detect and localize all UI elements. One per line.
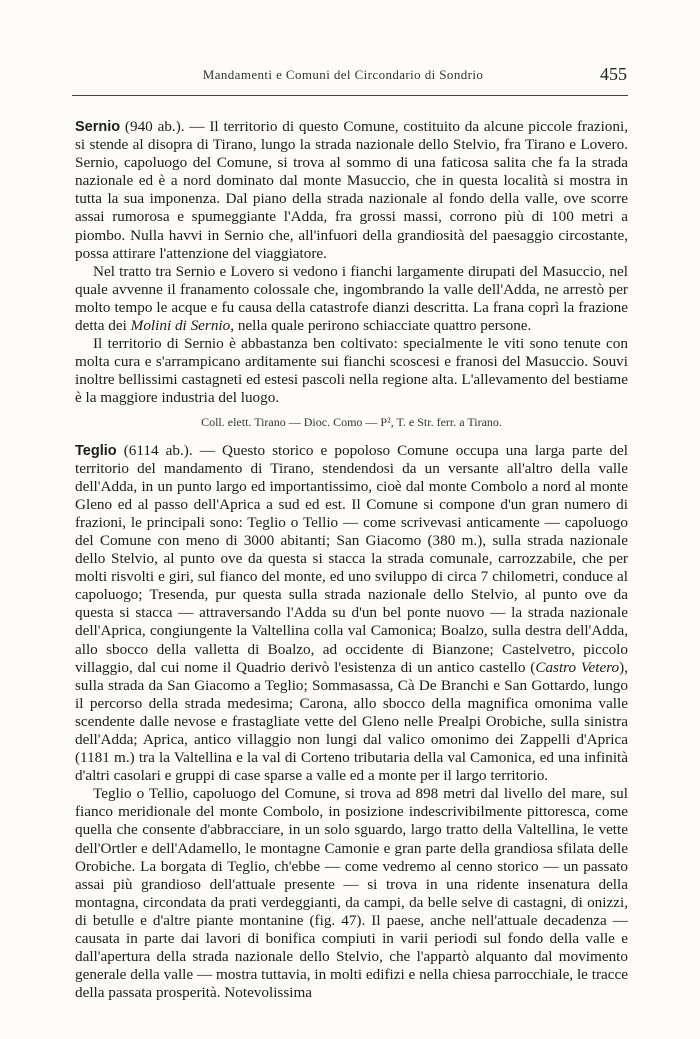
sernio-admin-note: Coll. elett. Tirano — Dioc. Como — P², T. e Str. ferr. a Tirano. <box>201 414 502 429</box>
page-header <box>0 64 700 88</box>
teglio-text-1a: (6114 ab.). — Questo storico e popoloso Comune occupa una larga parte del territorio del mandamento di Tirano, stendendosi da un versante all'altro della valle dell'Adda, in un punto largo ed importantissimo, cioè dal monte Combolo a nord al monte Gleno ed al passo dell'Aprica a sud ed est. Il Comune si compone d'un gran numero di frazioni, le principali sono: Teglio o Tellio — come scrivevasi anticamente — capoluogo del Comune con meno di 3000 abitanti; San Giacomo (380 m.), sulla strada nazionale dello Stelvio, al punto ove da questa si stacca la strada comunale, carrozzabile, che per molti risvolti e giri, sul fianco del monte, ed uno sviluppo di circa 7 chilometri, conduce al capoluogo; Tresenda, pur questa sulla strada nazionale dello Stelvio, al punto ove da questa si stacca — attraversando l'Adda su d'un bel ponte nuovo — la strada nazionale dell'Aprica, congiungente la Valtellina colla val Camonica; Boalzo, sulla destra dell'Adda, allo sbocco della valletta di Boalzo, ad occidente di Bianzone; Castelvetro, piccolo villaggio, dal cui nome il Quadrio derivò l'esistenza di un antico castello ( <box>75 441 628 676</box>
teglio-paragraph-2: Teglio o Tellio, capoluogo del Comune, si trova ad 898 metri dal livello del mare, sul fianco meridionale del monte Combolo, in posizione indescrivibilmente pittoresca, come quella che consente d'abbracciare, in un solo sguardo, largo tratto della Valtellina, le vette dell'Ortler e dell'Adamello, le montagne Camonie e gran parte della grandiosa sfilata delle Orobiche. La borgata di Teglio, ch'ebbe — come vedremo al cenno storico — un passato assai più grandioso dell'attuale presente — si trova in una ridente insenatura della montagna, circondata da prati verdeggianti, da campi, da belle selve di castagni, di onizzi, di betulle e d'altre piante montanine (fig. 47). Il paese, anche nell'attuale decadenza — causata in parte dai lavori di bonifica compiuti in varii periodi sul fondo della valle e dall'apertura della strada nazionale dello Stelvio, che l'appartò alquanto dal movimento generale della valle — mostra tuttavia, in molti edifizi e nella chiesa parrocchiale, le tracce della passata prosperità. Notevolissima <box>75 785 628 1002</box>
header-rule <box>72 95 628 96</box>
sernio-paragraph-2 <box>75 263 628 335</box>
sernio-text-2b: nella quale perirono schiacciate quattro persone. <box>234 317 532 335</box>
page-body <box>75 118 628 1002</box>
teglio-text-1b: ), sulla strada da San Giacomo a Teglio; Sommasassa, Cà De Branchi e San Gottardo, lungo il percorso della strada medesima; Carona, allo sbocco della magnifica omonima valle scendente dalle nevose e frastagliate vette del Gleno nelle Prealpi Orobiche, sulla sinistra dell'Adda; Aprica, antico villaggio non lungi dal valico omonimo dei Zappelli d'Aprica (1181 m.) tra la Valtellina e la val di Corteno tributaria della val Camonica, ed una infinità d'altri casolari e gruppi di case sparse a valle ed a monte per il largo territorio. <box>75 658 628 785</box>
entry-title-sernio: Sernio <box>75 119 121 135</box>
page-number: 455 <box>600 64 627 84</box>
entry-title-teglio: Teglio <box>75 442 117 459</box>
teglio-italic-castro: Castro Vetero <box>535 658 620 676</box>
running-title: Mandamenti e Comuni del Circondario di Sondrio <box>202 67 484 82</box>
sernio-italic-place: Molini di Sernio, <box>130 317 235 335</box>
sernio-text-1: (940 ab.). — Il territorio di questo Comune, costituito da alcune piccole frazioni, si stende al disopra di Tirano, lungo la strada nazionale dello Stelvio, fra Tirano e Lovero. Sernio, capoluogo del Comune, si trova al sommo di una faticosa salita che fa la strada nazionale ed è a nord dominato dal monte Masuccio, che in questa località si mostra in tutta la sua imponenza. Dal piano della strada nazionale al fondo della valle, ove scorre assai rumorosa e spumeggiante l'Adda, fra grossi massi, corrono più di 100 metri a piombo. Nulla havvi in Sernio che, all'infuori della grandiosità del paesaggio circostante, possa attirare l'attenzione del viaggiatore. <box>75 118 628 262</box>
sernio-paragraph-3: Il territorio di Sernio è abbastanza ben coltivato: specialmente le viti sono tenute con molta cura e s'arrampicano arditamente sui fianchi scoscesi e franosi del Masuccio. Souvi inoltre bellissimi castagneti ed estesi pascoli nella regione alta. L'allevamento del bestiame è la maggiore industria del luogo. <box>75 335 628 407</box>
teglio-paragraph-1 <box>75 442 628 786</box>
sernio-paragraph-1 <box>75 118 628 263</box>
sernio-text-2a: Nel tratto tra Sernio e Lovero si vedono i fianchi largamente dirupati del Masuccio, nel quale avvenne il franamento colossale che, ingombrando la valle dell'Adda, ne arrestò per molto tempo le acque e fu causa della catastrofe dianzi descritta. La frana coprì la frazione detta dei <box>75 262 628 335</box>
